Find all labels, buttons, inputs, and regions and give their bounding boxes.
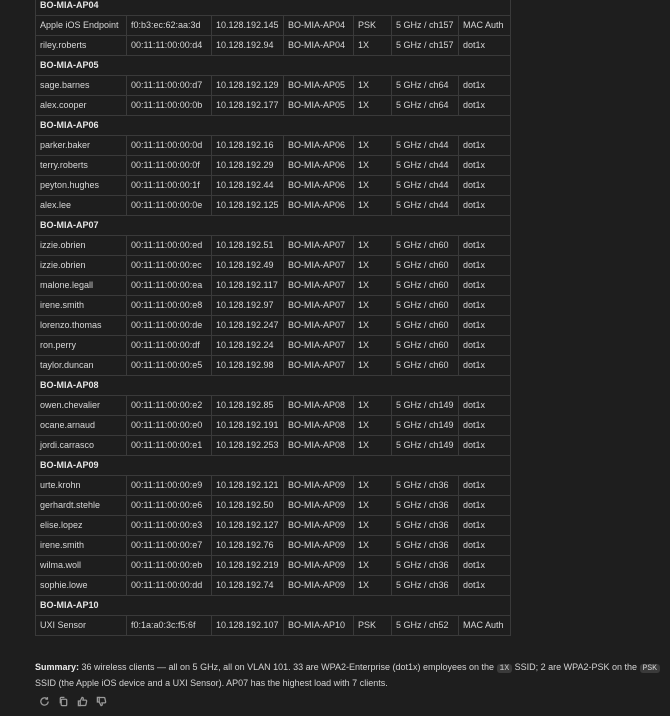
ap-group-name: BO-MIA-AP10 [36, 596, 511, 616]
ap-name-cell: BO-MIA-AP10 [284, 616, 354, 636]
client-name-cell: ocane.arnaud [36, 416, 127, 436]
table-row [36, 476, 511, 496]
ip-address-cell: 10.128.192.117 [212, 276, 284, 296]
ssid-cell: 1X [354, 96, 392, 116]
mac-address-cell: 00:11:11:00:00:df [127, 336, 212, 356]
band-channel-cell: 5 GHz / ch157 [392, 16, 459, 36]
ap-name-cell: BO-MIA-AP09 [284, 496, 354, 516]
auth-method-cell: dot1x [459, 496, 511, 516]
ip-address-cell: 10.128.192.51 [212, 236, 284, 256]
ap-name-cell: BO-MIA-AP09 [284, 556, 354, 576]
client-name-cell: peyton.hughes [36, 176, 127, 196]
ip-address-cell: 10.128.192.44 [212, 176, 284, 196]
copy-icon [58, 696, 69, 707]
auth-method-cell: dot1x [459, 236, 511, 256]
summary-paragraph [35, 660, 665, 691]
ap-name-cell: BO-MIA-AP08 [284, 416, 354, 436]
mac-address-cell: 00:11:11:00:00:0d [127, 136, 212, 156]
ip-address-cell: 10.128.192.74 [212, 576, 284, 596]
ap-group-name: BO-MIA-AP08 [36, 376, 511, 396]
auth-method-cell: MAC Auth [459, 16, 511, 36]
band-channel-cell: 5 GHz / ch149 [392, 396, 459, 416]
auth-method-cell: dot1x [459, 176, 511, 196]
ap-group-header [36, 456, 511, 476]
mac-address-cell: 00:11:11:00:00:e2 [127, 396, 212, 416]
ap-group-header [36, 0, 511, 16]
table-row [36, 196, 511, 216]
client-name-cell: lorenzo.thomas [36, 316, 127, 336]
table-row [36, 436, 511, 456]
mac-address-cell: 00:11:11:00:00:e5 [127, 356, 212, 376]
ap-name-cell: BO-MIA-AP05 [284, 96, 354, 116]
band-channel-cell: 5 GHz / ch60 [392, 316, 459, 336]
band-channel-cell: 5 GHz / ch52 [392, 616, 459, 636]
mac-address-cell: 00:11:11:00:00:d7 [127, 76, 212, 96]
mac-address-cell: 00:11:11:00:00:e7 [127, 536, 212, 556]
band-channel-cell: 5 GHz / ch36 [392, 576, 459, 596]
ssid-cell: PSK [354, 616, 392, 636]
ip-address-cell: 10.128.192.97 [212, 296, 284, 316]
band-channel-cell: 5 GHz / ch36 [392, 496, 459, 516]
ap-name-cell: BO-MIA-AP07 [284, 336, 354, 356]
table-row [36, 316, 511, 336]
mac-address-cell: f0:b3:ec:62:aa:3d [127, 16, 212, 36]
mac-address-cell: 00:11:11:00:00:ec [127, 256, 212, 276]
ap-group-header [36, 116, 511, 136]
client-name-cell: Apple iOS Endpoint [36, 16, 127, 36]
ip-address-cell: 10.128.192.16 [212, 136, 284, 156]
ssid-cell: 1X [354, 156, 392, 176]
ap-name-cell: BO-MIA-AP04 [284, 16, 354, 36]
ssid-cell: 1X [354, 516, 392, 536]
table-row [36, 516, 511, 536]
copy-button[interactable] [56, 695, 70, 707]
client-name-cell: wilma.woll [36, 556, 127, 576]
mac-address-cell: 00:11:11:00:00:ed [127, 236, 212, 256]
band-channel-cell: 5 GHz / ch60 [392, 276, 459, 296]
ssid-cell: 1X [354, 136, 392, 156]
auth-method-cell: dot1x [459, 516, 511, 536]
table-row [36, 616, 511, 636]
ap-group-name: BO-MIA-AP04 [36, 0, 511, 16]
table-row [36, 156, 511, 176]
client-name-cell: malone.legall [36, 276, 127, 296]
client-name-cell: sage.barnes [36, 76, 127, 96]
client-name-cell: taylor.duncan [36, 356, 127, 376]
client-name-cell: elise.lopez [36, 516, 127, 536]
band-channel-cell: 5 GHz / ch64 [392, 76, 459, 96]
ap-group-name: BO-MIA-AP09 [36, 456, 511, 476]
ip-address-cell: 10.128.192.98 [212, 356, 284, 376]
auth-method-cell: dot1x [459, 436, 511, 456]
ap-name-cell: BO-MIA-AP07 [284, 276, 354, 296]
ap-group-name: BO-MIA-AP06 [36, 116, 511, 136]
auth-method-cell: dot1x [459, 76, 511, 96]
client-name-cell: sophie.lowe [36, 576, 127, 596]
ap-name-cell: BO-MIA-AP04 [284, 36, 354, 56]
mac-address-cell: 00:11:11:00:00:d4 [127, 36, 212, 56]
wireless-clients-table [35, 0, 511, 636]
client-name-cell: alex.lee [36, 196, 127, 216]
ip-address-cell: 10.128.192.253 [212, 436, 284, 456]
table-row [36, 176, 511, 196]
table-row [36, 416, 511, 436]
table-row [36, 136, 511, 156]
band-channel-cell: 5 GHz / ch60 [392, 356, 459, 376]
thumbs-up-icon [77, 696, 88, 707]
auth-method-cell: dot1x [459, 476, 511, 496]
band-channel-cell: 5 GHz / ch36 [392, 476, 459, 496]
band-channel-cell: 5 GHz / ch44 [392, 176, 459, 196]
mac-address-cell: 00:11:11:00:00:e9 [127, 476, 212, 496]
client-name-cell: riley.roberts [36, 36, 127, 56]
ssid-cell: 1X [354, 36, 392, 56]
ip-address-cell: 10.128.192.49 [212, 256, 284, 276]
client-name-cell: urte.krohn [36, 476, 127, 496]
ip-address-cell: 10.128.192.76 [212, 536, 284, 556]
ap-name-cell: BO-MIA-AP07 [284, 236, 354, 256]
client-name-cell: owen.chevalier [36, 396, 127, 416]
mac-address-cell: 00:11:11:00:00:e1 [127, 436, 212, 456]
ssid-cell: 1X [354, 316, 392, 336]
mac-address-cell: 00:11:11:00:00:0e [127, 196, 212, 216]
ssid-cell: 1X [354, 396, 392, 416]
client-name-cell: parker.baker [36, 136, 127, 156]
ssid-cell: 1X [354, 356, 392, 376]
table-row [36, 256, 511, 276]
table-row [36, 296, 511, 316]
ap-name-cell: BO-MIA-AP09 [284, 516, 354, 536]
table-row [36, 536, 511, 556]
mac-address-cell: 00:11:11:00:00:0b [127, 96, 212, 116]
ip-address-cell: 10.128.192.145 [212, 16, 284, 36]
auth-method-cell: dot1x [459, 356, 511, 376]
client-name-cell: terry.roberts [36, 156, 127, 176]
ap-name-cell: BO-MIA-AP07 [284, 316, 354, 336]
band-channel-cell: 5 GHz / ch36 [392, 536, 459, 556]
ip-address-cell: 10.128.192.94 [212, 36, 284, 56]
client-name-cell: izzie.obrien [36, 256, 127, 276]
mac-address-cell: 00:11:11:00:00:e8 [127, 296, 212, 316]
ip-address-cell: 10.128.192.50 [212, 496, 284, 516]
ip-address-cell: 10.128.192.29 [212, 156, 284, 176]
ssid-cell: 1X [354, 576, 392, 596]
ssid-cell: 1X [354, 336, 392, 356]
ssid-cell: 1X [354, 236, 392, 256]
ssid-cell: 1X [354, 436, 392, 456]
band-channel-cell: 5 GHz / ch64 [392, 96, 459, 116]
table-row [36, 36, 511, 56]
thumbs-up-button[interactable] [75, 695, 89, 707]
auth-method-cell: dot1x [459, 416, 511, 436]
ap-group-header [36, 56, 511, 76]
ip-address-cell: 10.128.192.107 [212, 616, 284, 636]
ap-name-cell: BO-MIA-AP07 [284, 356, 354, 376]
auth-method-cell: dot1x [459, 96, 511, 116]
mac-address-cell: 00:11:11:00:00:eb [127, 556, 212, 576]
ap-name-cell: BO-MIA-AP06 [284, 176, 354, 196]
ap-name-cell: BO-MIA-AP09 [284, 576, 354, 596]
mac-address-cell: 00:11:11:00:00:e6 [127, 496, 212, 516]
mac-address-cell: 00:11:11:00:00:de [127, 316, 212, 336]
ap-group-name: BO-MIA-AP05 [36, 56, 511, 76]
ssid-cell: 1X [354, 556, 392, 576]
ip-address-cell: 10.128.192.177 [212, 96, 284, 116]
ssid-cell: 1X [354, 256, 392, 276]
ssid-cell: 1X [354, 276, 392, 296]
ssid-cell: 1X [354, 416, 392, 436]
auth-method-cell: dot1x [459, 296, 511, 316]
message-actions [37, 695, 108, 707]
table-row [36, 396, 511, 416]
ap-group-name: BO-MIA-AP07 [36, 216, 511, 236]
auth-method-cell: dot1x [459, 36, 511, 56]
mac-address-cell: 00:11:11:00:00:e3 [127, 516, 212, 536]
mac-address-cell: f0:1a:a0:3c:f5:6f [127, 616, 212, 636]
table-row [36, 336, 511, 356]
table-row [36, 16, 511, 36]
band-channel-cell: 5 GHz / ch44 [392, 136, 459, 156]
ap-name-cell: BO-MIA-AP09 [284, 536, 354, 556]
auth-method-cell: dot1x [459, 396, 511, 416]
band-channel-cell: 5 GHz / ch60 [392, 256, 459, 276]
ap-name-cell: BO-MIA-AP05 [284, 76, 354, 96]
ap-name-cell: BO-MIA-AP07 [284, 296, 354, 316]
thumbs-down-icon [96, 696, 107, 707]
thumbs-down-button[interactable] [94, 695, 108, 707]
summary-label: Summary: [35, 662, 80, 672]
ssid-cell: PSK [354, 16, 392, 36]
client-name-cell: jordi.carrasco [36, 436, 127, 456]
band-channel-cell: 5 GHz / ch36 [392, 516, 459, 536]
table-row [36, 236, 511, 256]
table-row [36, 356, 511, 376]
auth-method-cell: dot1x [459, 556, 511, 576]
auth-method-cell: dot1x [459, 316, 511, 336]
ssid-cell: 1X [354, 196, 392, 216]
retry-button[interactable] [37, 695, 51, 707]
band-channel-cell: 5 GHz / ch44 [392, 196, 459, 216]
auth-method-cell: dot1x [459, 256, 511, 276]
ip-address-cell: 10.128.192.219 [212, 556, 284, 576]
ap-group-header [36, 596, 511, 616]
ap-name-cell: BO-MIA-AP08 [284, 396, 354, 416]
ssid-code-1x: 1X [497, 664, 513, 673]
table-row [36, 76, 511, 96]
summary-text-2: SSID; 2 are WPA2-PSK on the [512, 662, 640, 672]
auth-method-cell: dot1x [459, 196, 511, 216]
ap-group-header [36, 216, 511, 236]
summary-text-1: 36 wireless clients — all on 5 GHz, all on VLAN 101. 33 are WPA2-Enterprise (dot1x) employees on the [79, 662, 497, 672]
client-name-cell: UXI Sensor [36, 616, 127, 636]
ap-name-cell: BO-MIA-AP06 [284, 136, 354, 156]
summary-text-3: SSID (the Apple iOS device and a UXI Sensor). AP07 has the highest load with 7 clients. [35, 678, 388, 688]
band-channel-cell: 5 GHz / ch60 [392, 236, 459, 256]
band-channel-cell: 5 GHz / ch44 [392, 156, 459, 176]
ip-address-cell: 10.128.192.191 [212, 416, 284, 436]
ssid-cell: 1X [354, 76, 392, 96]
ap-name-cell: BO-MIA-AP07 [284, 256, 354, 276]
band-channel-cell: 5 GHz / ch60 [392, 336, 459, 356]
ip-address-cell: 10.128.192.247 [212, 316, 284, 336]
ip-address-cell: 10.128.192.85 [212, 396, 284, 416]
client-name-cell: alex.cooper [36, 96, 127, 116]
band-channel-cell: 5 GHz / ch157 [392, 36, 459, 56]
auth-method-cell: dot1x [459, 276, 511, 296]
ap-name-cell: BO-MIA-AP09 [284, 476, 354, 496]
ssid-cell: 1X [354, 496, 392, 516]
band-channel-cell: 5 GHz / ch149 [392, 416, 459, 436]
mac-address-cell: 00:11:11:00:00:e0 [127, 416, 212, 436]
ssid-cell: 1X [354, 176, 392, 196]
band-channel-cell: 5 GHz / ch36 [392, 556, 459, 576]
mac-address-cell: 00:11:11:00:00:dd [127, 576, 212, 596]
retry-icon [39, 696, 50, 707]
auth-method-cell: dot1x [459, 536, 511, 556]
auth-method-cell: dot1x [459, 576, 511, 596]
ssid-cell: 1X [354, 476, 392, 496]
auth-method-cell: dot1x [459, 156, 511, 176]
auth-method-cell: dot1x [459, 136, 511, 156]
mac-address-cell: 00:11:11:00:00:0f [127, 156, 212, 176]
ssid-code-psk: PSK [640, 664, 660, 673]
ip-address-cell: 10.128.192.129 [212, 76, 284, 96]
ap-name-cell: BO-MIA-AP08 [284, 436, 354, 456]
mac-address-cell: 00:11:11:00:00:ea [127, 276, 212, 296]
ip-address-cell: 10.128.192.121 [212, 476, 284, 496]
ssid-cell: 1X [354, 536, 392, 556]
client-name-cell: irene.smith [36, 296, 127, 316]
client-name-cell: ron.perry [36, 336, 127, 356]
table-row [36, 96, 511, 116]
auth-method-cell: MAC Auth [459, 616, 511, 636]
ap-group-header [36, 376, 511, 396]
mac-address-cell: 00:11:11:00:00:1f [127, 176, 212, 196]
client-name-cell: irene.smith [36, 536, 127, 556]
table-row [36, 276, 511, 296]
ip-address-cell: 10.128.192.127 [212, 516, 284, 536]
band-channel-cell: 5 GHz / ch60 [392, 296, 459, 316]
auth-method-cell: dot1x [459, 336, 511, 356]
client-name-cell: izzie.obrien [36, 236, 127, 256]
table-row [36, 576, 511, 596]
table-row [36, 496, 511, 516]
ip-address-cell: 10.128.192.24 [212, 336, 284, 356]
client-name-cell: gerhardt.stehle [36, 496, 127, 516]
table-row [36, 556, 511, 576]
band-channel-cell: 5 GHz / ch149 [392, 436, 459, 456]
ip-address-cell: 10.128.192.125 [212, 196, 284, 216]
ssid-cell: 1X [354, 296, 392, 316]
ap-name-cell: BO-MIA-AP06 [284, 156, 354, 176]
ap-name-cell: BO-MIA-AP06 [284, 196, 354, 216]
